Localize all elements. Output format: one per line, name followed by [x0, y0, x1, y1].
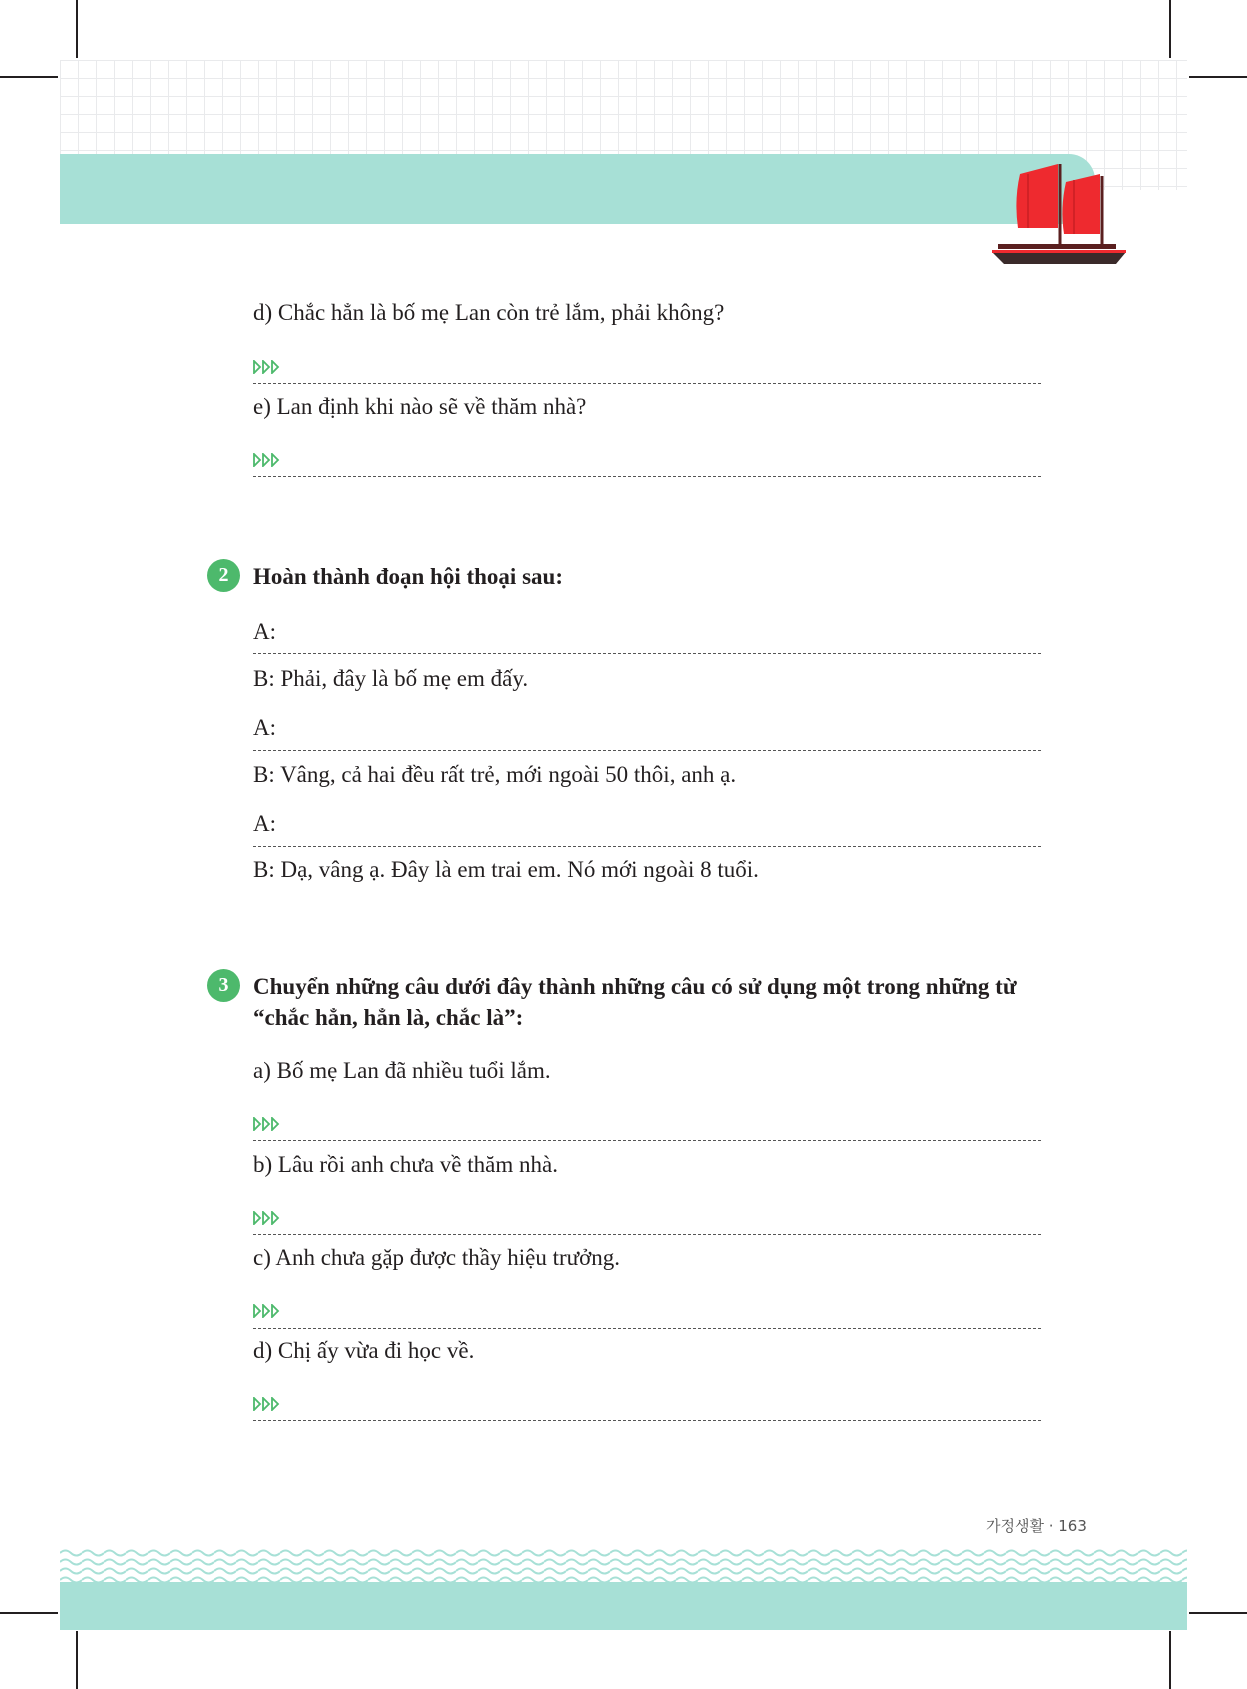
crop-mark: [1169, 1631, 1171, 1689]
crop-mark: [76, 1631, 78, 1689]
answer-line[interactable]: [253, 383, 1041, 384]
answer-line[interactable]: [253, 1420, 1041, 1421]
triple-arrow-icon: [253, 360, 283, 374]
answer-line[interactable]: [253, 750, 1041, 751]
answer-line[interactable]: [253, 1328, 1041, 1329]
sentence-3b: b) Lâu rồi anh chưa về thăm nhà.: [253, 1152, 558, 1177]
crop-mark: [1189, 1612, 1247, 1614]
wave-decoration: [60, 1548, 1187, 1584]
crop-mark: [0, 76, 58, 78]
dialogue-line-a3: A:: [253, 811, 276, 836]
footer-band: [60, 1582, 1187, 1630]
exercise-2-title: Hoàn thành đoạn hội thoại sau:: [253, 564, 563, 589]
dialogue-line-b3: B: Dạ, vâng ạ. Đây là em trai em. Nó mới ngoài 8 tuổi.: [253, 857, 759, 882]
crop-mark: [0, 1612, 58, 1614]
triple-arrow-icon: [253, 453, 283, 467]
question-1e: e) Lan định khi nào sẽ về thăm nhà?: [253, 394, 587, 419]
triple-arrow-icon: [253, 1211, 283, 1225]
sailboat-icon: [990, 160, 1130, 270]
triple-arrow-icon: [253, 1397, 283, 1411]
dialogue-line-a2: A:: [253, 715, 276, 740]
answer-line[interactable]: [253, 476, 1041, 477]
sentence-3c: c) Anh chưa gặp được thầy hiệu trưởng.: [253, 1245, 621, 1270]
crop-mark: [76, 0, 78, 58]
page-number: 가정생활 · 163: [986, 1517, 1087, 1535]
exercise-number-badge: 3: [207, 969, 240, 1002]
header-band: [60, 154, 1095, 224]
question-1d: d) Chắc hẳn là bố mẹ Lan còn trẻ lắm, phải không?: [253, 300, 725, 325]
dialogue-line-b1: B: Phải, đây là bố mẹ em đấy.: [253, 666, 529, 691]
sentence-3a: a) Bố mẹ Lan đã nhiều tuổi lắm.: [253, 1058, 551, 1083]
dialogue-line-a1: A:: [253, 619, 276, 644]
crop-mark: [1189, 76, 1247, 78]
triple-arrow-icon: [253, 1304, 283, 1318]
sentence-3d: d) Chị ấy vừa đi học về.: [253, 1338, 475, 1363]
answer-line[interactable]: [253, 653, 1041, 654]
exercise-number-badge: 2: [207, 559, 240, 592]
triple-arrow-icon: [253, 1117, 283, 1131]
dialogue-line-b2: B: Vâng, cả hai đều rất trẻ, mới ngoài 50 thôi, anh ạ.: [253, 762, 737, 787]
answer-line[interactable]: [253, 1140, 1041, 1141]
crop-mark: [1169, 0, 1171, 58]
exercise-3-title: Chuyển những câu dưới đây thành những câu có sử dụng một trong những từ “chắc hẳn, hẳn là, chắc là”:: [253, 974, 1017, 1030]
answer-line[interactable]: [253, 1234, 1041, 1235]
answer-line[interactable]: [253, 846, 1041, 847]
